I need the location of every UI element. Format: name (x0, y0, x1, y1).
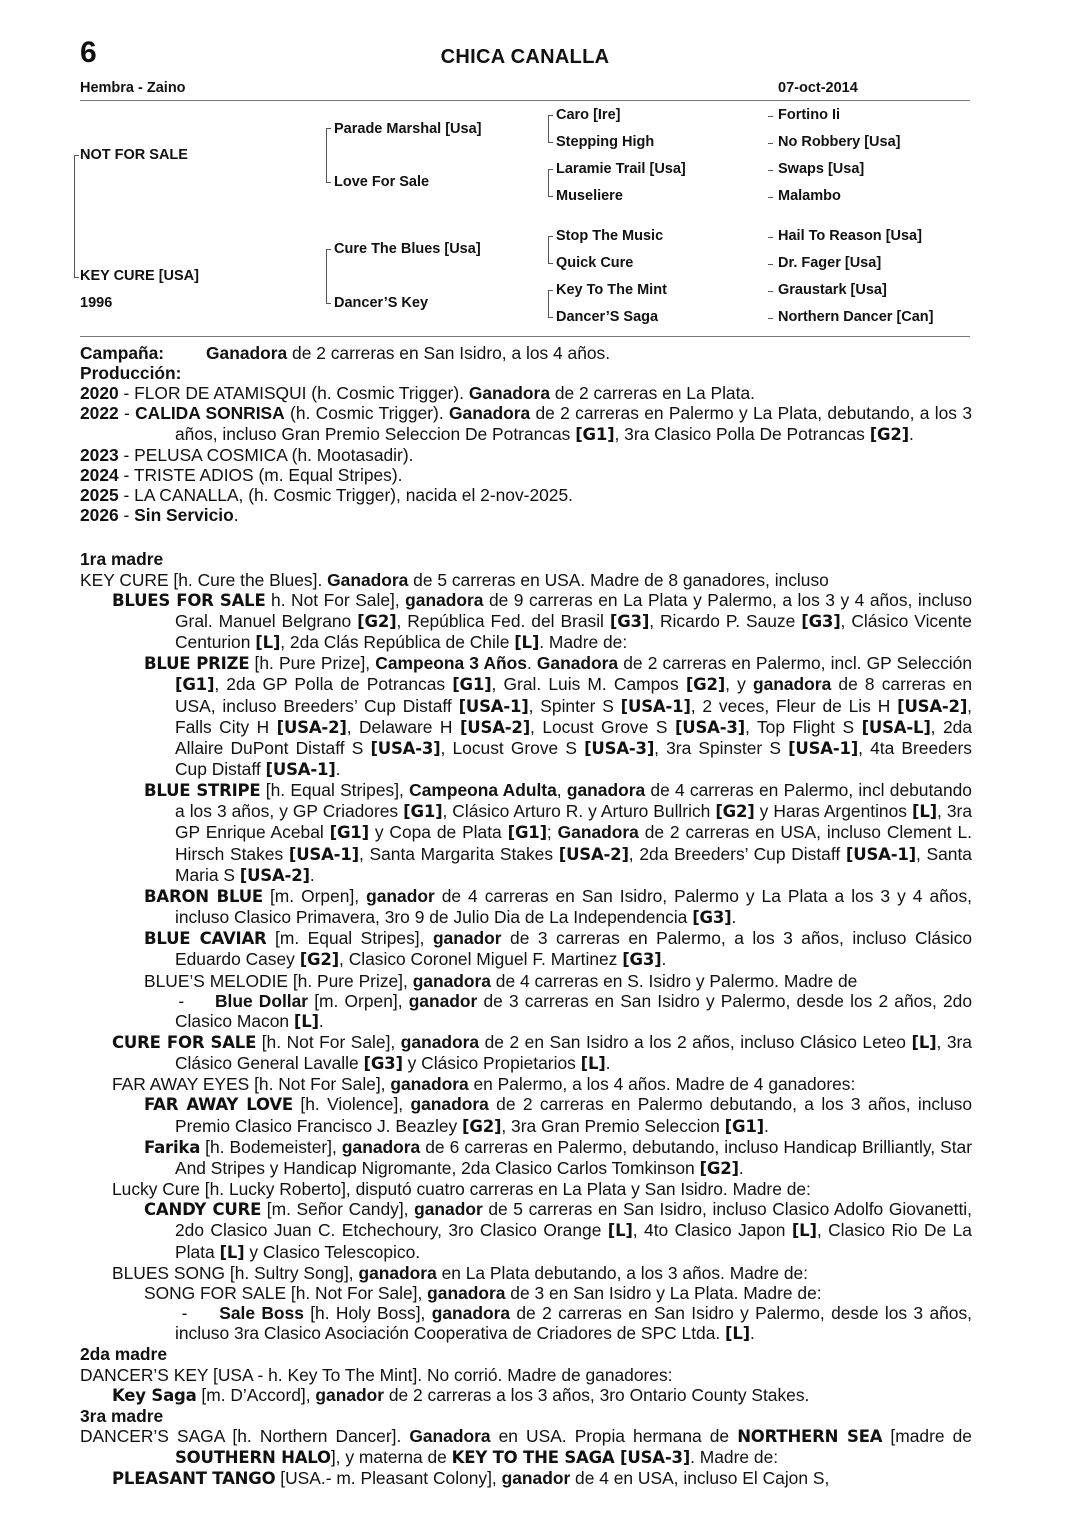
text: de 2 carreras en Palermo y La Plata, debutando, a los 3 años, incluso Gran Premio Seleccion De Potrancas (175, 403, 972, 444)
black-bold-text: [USA-2] (897, 696, 968, 716)
catalog-lot-number: 6 (80, 36, 97, 69)
first-dam-entry (80, 1303, 972, 1344)
bold-text: Sin Servicio (134, 505, 234, 526)
black-bold-text: [USA-3] (674, 717, 745, 737)
bracket-tick (548, 115, 553, 116)
text: y Clasico Telescopico. (244, 1241, 421, 1262)
text: . (526, 653, 537, 674)
text: - FLOR DE ATAMISQUI (h. Cosmic Trigger). (118, 383, 469, 404)
bold-text: ganador (408, 990, 478, 1011)
text: , 3ra Gran Premio Seleccion (501, 1115, 725, 1136)
first-dam-entry (80, 1179, 972, 1199)
black-bold-text: BLUE CAVIAR (144, 929, 267, 949)
bracket-tick (548, 236, 553, 237)
production-list (80, 383, 972, 525)
first-dam-entry (80, 590, 972, 653)
black-bold-text: [G1] (175, 675, 215, 695)
pedigree-dam: KEY CURE [USA] (80, 268, 199, 284)
second-dam-heading: 2da madre (80, 1344, 167, 1365)
text: de 4 carreras en S. Isidro y Palermo. Madre de (490, 970, 858, 991)
campaign-text: de 2 carreras en San Isidro, a los 4 años. (287, 343, 611, 363)
second-dam-entry (80, 1385, 972, 1406)
campaign-bold: Ganadora (206, 343, 288, 363)
first-dam-section (80, 570, 972, 1345)
production-entry (80, 383, 972, 403)
text: de 2 carreras en La Plata. (550, 383, 755, 404)
text: , 3ra Spinster S (654, 737, 789, 758)
production-entry (80, 465, 972, 485)
pedigree-g4-4: Malambo (778, 188, 841, 204)
text: - (80, 990, 215, 1011)
black-bold-text: [G1] (724, 1116, 764, 1136)
pedigree-g2-4: Dancer’S Key (334, 295, 429, 311)
text: , Clásico Arturo R. y Arturo Bullrich (442, 801, 716, 822)
black-bold-text: [G2] (869, 424, 909, 444)
first-dam-entry (80, 1137, 972, 1179)
g4-dash (768, 264, 773, 265)
bracket-tick (74, 155, 79, 156)
bold-text: ganador (315, 1384, 385, 1405)
text: de 4 en USA, incluso El Cajon S, (570, 1468, 830, 1489)
text: de 8 carreras en USA, incluso Breeders’ Cup Distaff (175, 674, 973, 716)
text: ], y materna de (330, 1447, 452, 1468)
black-bold-text: [G3] (622, 950, 662, 970)
black-bold-text: BLUE STRIPE (144, 781, 261, 801)
bold-text: Ganadora (468, 383, 550, 404)
bracket-tick (74, 277, 79, 278)
black-bold-text: [L] (255, 633, 281, 653)
text: , 3ra Clasico Polla De Potrancas (614, 423, 870, 444)
text: . (731, 907, 737, 928)
production-entry (80, 445, 972, 465)
bold-text: ganador (414, 1199, 483, 1220)
black-bold-text: [L] (514, 633, 540, 653)
black-bold-text: [USA-2] (276, 717, 347, 737)
text: de 3 en San Isidro y La Plata. Madre de: (505, 1282, 822, 1303)
text: - (118, 505, 135, 526)
text: . Madre de: (690, 1447, 779, 1468)
text: . (605, 1053, 611, 1074)
first-dam-entry (80, 653, 972, 780)
text: de 2 carreras en San Isidro y Palermo, desde los 3 años, incluso 3ra Clasico Asociación Cooperativa de Criadores de SPC Ltda. (175, 1303, 972, 1344)
black-bold-text: [L] (911, 1033, 937, 1052)
production-entry (80, 485, 972, 505)
text: . (318, 1010, 324, 1031)
text: de 2 carreras en USA, incluso Clement L. Hirsch Stakes (175, 822, 973, 864)
black-bold-text: [G1] (507, 823, 547, 843)
bold-text: ganadora (752, 674, 832, 695)
campaign-label: Campaña: (80, 343, 165, 363)
pedigree-g3-4: Museliere (556, 188, 623, 204)
text: de 3 carreras en San Isidro y Palermo, desde los 2 años, 2do Clasico Macon (175, 990, 972, 1031)
bold-text: CALIDA SONRISA (135, 403, 285, 424)
black-bold-text: [G3] (801, 611, 841, 631)
black-bold-text: [G1] (329, 823, 369, 843)
text: de 4 carreras en San Isidro, Palermo y La Plata a los 3 y 4 años, incluso Clasico Primavera, 3ro 9 de Julio Dia de La Independencia (175, 885, 972, 928)
text: de 2 en San Isidro a los 2 años, incluso Clásico Leteo (479, 1032, 912, 1052)
text: , (556, 780, 567, 801)
text: , 4to Clasico Japon (632, 1220, 792, 1241)
bracket-tick (326, 182, 331, 183)
text: de 6 carreras en Palermo, debutando, incluso Handicap Brilliantly, Star And Stripes y Handicap Nigromante, 2da Clasico Carlos Tomkinson (175, 1136, 972, 1178)
text: en La Plata debutando, a los 3 años. Madre de: (436, 1262, 809, 1283)
text: [USA.- m. Pleasant Colony], (275, 1468, 502, 1489)
text: . (738, 1157, 744, 1178)
birth-date: 07-oct-2014 (778, 80, 858, 96)
production-heading: Producción: (80, 363, 182, 384)
text: BLUE’S MELODIE [h. Pure Prize], (144, 970, 413, 991)
text: , 3ra Clásico General Lavalle (175, 1032, 972, 1074)
pedigree-rule (80, 336, 970, 337)
text: , Santa Maria S (175, 843, 972, 885)
third-dam-entry (80, 1468, 972, 1489)
third-dam-entry (80, 1426, 972, 1468)
text: de 9 carreras en La Plata y Palermo, a los 3 y 4 años, incluso Gral. Manuel Belgrano (175, 589, 973, 631)
text: , 2da Breeders’ Cup Distaff (628, 843, 846, 864)
pedigree-g3-8: Dancer’S Saga (556, 309, 659, 325)
text: . (763, 1115, 769, 1136)
bold-text: ganador (432, 928, 502, 949)
g4-dash (768, 170, 773, 171)
black-bold-text: PLEASANT TANGO (112, 1469, 276, 1489)
pedigree-g3-5: Stop The Music (556, 228, 664, 244)
g4-dash (768, 143, 773, 144)
black-bold-text: [USA-3] (584, 738, 655, 758)
pedigree-sire: NOT FOR SALE (80, 147, 188, 163)
text: [m. Orpen], (262, 885, 367, 906)
first-dam-entry (80, 780, 972, 886)
catalog-body (80, 343, 972, 1489)
third-dam-heading: 3ra madre (80, 1405, 164, 1426)
text: , Ricardo P. Sauze (649, 610, 802, 631)
bold-text: 2026 (80, 505, 119, 526)
bold-text: ganadora (410, 1094, 489, 1115)
black-bold-text: CURE FOR SALE (112, 1033, 257, 1052)
black-bold-text: [G2] (462, 1116, 502, 1136)
bold-text: ganadora (341, 1136, 421, 1157)
sex-and-coat: Hembra - Zaino (80, 80, 186, 96)
bold-text: Ganadora (409, 1425, 491, 1446)
text: y Clásico Propietarios (402, 1053, 581, 1074)
text: , Santa Margarita Stakes (358, 843, 559, 864)
text: - (118, 403, 136, 424)
black-bold-text: [L] (580, 1054, 606, 1074)
first-dam-entry (80, 1263, 972, 1283)
text: , Falls City H (175, 695, 973, 737)
text: FAR AWAY EYES [h. Not For Sale], (112, 1074, 391, 1095)
spacer (80, 525, 972, 545)
third-dam-section (80, 1426, 972, 1489)
text: . (909, 423, 914, 444)
bold-text: ganadora (431, 1303, 511, 1324)
bold-text: ganador (501, 1468, 571, 1489)
pedigree-g3-3: Laramie Trail [Usa] (556, 161, 686, 177)
bracket-g2-bottom (326, 249, 327, 303)
black-bold-text: [G3] (609, 611, 650, 631)
first-dam-entry (80, 1283, 972, 1303)
pedigree-g3-1: Caro [Ire] (556, 107, 621, 123)
text: de 5 carreras en San Isidro, incluso Clasico Adolfo Giovanetti, 2do Clasico Juan C. Etchechoury, 3ro Clasico Orange (175, 1199, 972, 1241)
bracket-g3 (548, 236, 549, 263)
text: [m. D’Accord], (196, 1384, 316, 1405)
bracket-tick (548, 290, 553, 291)
bracket-g3 (548, 290, 549, 317)
black-bold-text: [USA-3] (370, 738, 441, 758)
black-bold-text: [G3] (363, 1054, 403, 1074)
text: [h. Holy Boss], (303, 1303, 432, 1324)
black-bold-text: [L] (725, 1324, 751, 1344)
text: de 2 carreras en Palermo, incl. GP Selección (618, 653, 972, 674)
text: , 3ra GP Enrique Acebal (175, 801, 972, 843)
text: . (309, 864, 315, 885)
text: en Palermo, a los 4 años. Madre de 4 ganadores: (468, 1074, 856, 1095)
text: y Haras Argentinos (754, 801, 912, 822)
bracket-tick (548, 263, 553, 264)
second-dam-section (80, 1365, 972, 1406)
text: - (80, 1303, 220, 1324)
g4-dash (768, 318, 773, 319)
bracket-tick (548, 317, 553, 318)
black-bold-text: KEY TO THE SAGA [USA-3] (451, 1448, 691, 1468)
horse-name-title: CHICA CANALLA (440, 46, 610, 68)
black-bold-text: BLUES FOR SALE (112, 590, 266, 610)
text: BLUES SONG [h. Sultry Song], (112, 1262, 359, 1283)
g4-dash (768, 116, 773, 117)
black-bold-text: [G3] (692, 908, 732, 928)
text: Lucky Cure [h. Lucky Roberto], disputó cuatro carreras en La Plata y San Isidro. Madre de: (112, 1179, 811, 1200)
text: de 4 carreras en Palermo, incl debutando a los 3 años, y GP Criadores (175, 780, 972, 822)
text: DANCER’S SAGA [h. Northern Dancer]. (80, 1425, 410, 1446)
text: de 5 carreras en USA. Madre de 8 ganadores, incluso (408, 569, 829, 590)
black-bold-text: [G1] (575, 424, 615, 444)
black-bold-text: SOUTHERN HALO (175, 1448, 331, 1468)
text: , Spinter S (528, 695, 621, 716)
text: - PELUSA COSMICA (h. Mootasadir). (118, 444, 414, 465)
text: (h. Cosmic Trigger). (284, 403, 449, 424)
pedigree-g4-6: Dr. Fager [Usa] (778, 255, 882, 271)
bold-text: ganadora (390, 1074, 469, 1095)
black-bold-text: [USA-1] (265, 759, 336, 779)
black-bold-text: [L] (791, 1221, 817, 1241)
black-bold-text: FAR AWAY LOVE (144, 1095, 293, 1115)
text: [m. Orpen], (308, 990, 409, 1011)
pedigree-g4-8: Northern Dancer [Can] (778, 309, 934, 325)
pedigree-g3-7: Key To The Mint (556, 282, 667, 298)
first-dam-heading: 1ra madre (80, 549, 164, 570)
bracket-tick (548, 142, 553, 143)
pedigree-g4-5: Hail To Reason [Usa] (778, 228, 922, 244)
bold-text: ganadora (405, 589, 484, 610)
black-bold-text: [USA-2] (239, 865, 310, 885)
bracket-tick (326, 128, 331, 129)
black-bold-text: [USA-2] (558, 844, 629, 864)
text: , Delaware H (346, 716, 460, 737)
black-bold-text: [USA-1] (458, 696, 529, 716)
text: en USA. Propia hermana de (490, 1425, 738, 1446)
pedigree-dam-year: 1996 (80, 295, 113, 311)
text: [madre de (882, 1425, 972, 1446)
black-bold-text: [L] (219, 1242, 245, 1262)
black-bold-text: [USA-1] (788, 738, 859, 758)
text: SONG FOR SALE [h. Not For Sale], (144, 1282, 428, 1303)
pedigree-g4-7: Graustark [Usa] (778, 282, 887, 298)
text: , Locust Grove S (530, 716, 675, 737)
first-dam-entry (80, 570, 972, 590)
black-bold-text: NORTHERN SEA (737, 1426, 883, 1446)
bold-text: 2024 (80, 464, 119, 485)
bold-text: ganadora (412, 970, 491, 991)
black-bold-text: [G2] (699, 1158, 739, 1178)
text: [h. Violence], (293, 1094, 411, 1115)
pedigree-g2-1: Parade Marshal [Usa] (334, 121, 482, 137)
production-entry (80, 403, 972, 444)
text: . Madre de: (539, 632, 628, 653)
campaign-line (80, 343, 972, 363)
black-bold-text: [G2] (685, 675, 726, 695)
text: de 2 carreras a los 3 años, 3ro Ontario County Stakes. (384, 1384, 810, 1405)
bracket-tick (326, 249, 331, 250)
text: . (335, 758, 341, 779)
text: , Clasico Rio De La Plata (175, 1220, 972, 1262)
bold-text: 2022 (80, 403, 119, 424)
bracket-tick (326, 303, 331, 304)
first-dam-entry (80, 991, 972, 1032)
bracket-g3 (548, 169, 549, 196)
black-bold-text: [USA-2] (459, 717, 531, 737)
text: KEY CURE [h. Cure the Blues]. (80, 569, 328, 590)
bracket-tick (548, 169, 553, 170)
text: [m. Equal Stripes], (266, 928, 433, 949)
black-bold-text: Farika (144, 1137, 201, 1157)
first-dam-entry (80, 886, 972, 928)
pedigree-g4-3: Swaps [Usa] (778, 161, 865, 177)
text: , 4ta Breeders Cup Distaff (175, 737, 972, 779)
text: [m. Señor Candy], (261, 1199, 415, 1220)
text: y Copa de Plata (368, 822, 508, 843)
header-rule (80, 100, 970, 101)
black-bold-text: [L] (293, 1011, 319, 1031)
text: , 2da Allaire DuPont Distaff S (175, 716, 972, 758)
bold-text: Campeona Adulta (409, 780, 557, 801)
black-bold-text: [L] (607, 1221, 633, 1241)
text: [h. Not For Sale], (256, 1032, 401, 1052)
bold-text: 2023 (80, 444, 119, 465)
black-bold-text: BLUE PRIZE (144, 654, 250, 674)
text: . (661, 949, 667, 970)
text: de 2 carreras en Palermo debutando, a los 3 años, incluso Premio Clasico Francisco J. Beazley (175, 1094, 973, 1136)
text: [h. Equal Stripes], (260, 780, 410, 801)
black-bold-text: [USA-1] (288, 844, 359, 864)
black-bold-text: [G1] (452, 675, 492, 695)
first-dam-entry (80, 928, 972, 970)
text: , Locust Grove S (440, 737, 585, 758)
text: , y (725, 674, 753, 695)
text: . (233, 505, 239, 526)
text: , 2 veces, Fleur de Lis H (690, 695, 898, 716)
bold-text: Campeona 3 Años (375, 653, 527, 674)
black-bold-text: [G1] (403, 802, 443, 822)
first-dam-entry (80, 1032, 972, 1074)
bold-text: ganadora (358, 1262, 437, 1283)
bold-text: ganadora (427, 1282, 506, 1303)
bold-text: ganador (366, 885, 435, 906)
bold-text: Ganadora (557, 822, 639, 843)
pedigree-g3-6: Quick Cure (556, 255, 634, 271)
pedigree-g4-2: No Robbery [Usa] (778, 134, 901, 150)
black-bold-text: [G2] (357, 611, 397, 631)
black-bold-text: CANDY CURE (144, 1200, 262, 1220)
text: ; (546, 822, 558, 843)
text: [h. Pure Prize], (249, 653, 376, 674)
first-dam-entry (80, 1094, 972, 1136)
pedigree-g4-1: Fortino Ii (778, 107, 841, 123)
pedigree-g3-2: Stepping High (556, 134, 655, 150)
black-bold-text: [G2] (299, 950, 340, 970)
bracket-tick (548, 196, 553, 197)
text: , Top Flight S (745, 716, 862, 737)
text: , Clasico Coronel Miguel F. Martinez (339, 949, 623, 970)
text: DANCER’S KEY [USA - h. Key To The Mint]. No corrió. Madre de ganadores: (80, 1364, 673, 1385)
bold-text: Blue Dollar (214, 990, 309, 1011)
bold-text: Ganadora (327, 569, 409, 590)
first-dam-entry (80, 1199, 972, 1262)
bold-text: ganadora (566, 780, 646, 801)
bracket-g3 (548, 115, 549, 142)
bold-text: ganadora (400, 1032, 480, 1052)
black-bold-text: [USA-1] (620, 696, 691, 716)
bracket-g1 (74, 155, 75, 277)
bold-text: Sale Boss (219, 1303, 304, 1324)
text: de 3 carreras en Palermo, a los 3 años, incluso Clásico Eduardo Casey (175, 928, 972, 970)
text: , 2da Clás República de Chile (280, 632, 515, 653)
black-bold-text: [USA-L] (861, 717, 931, 737)
text: - LA CANALLA, (h. Cosmic Trigger), nacida el 2-nov-2025. (118, 485, 573, 506)
first-dam-entry (80, 971, 972, 991)
black-bold-text: [USA-1] (845, 844, 916, 864)
bold-text: Ganadora (536, 653, 619, 674)
text: , Clásico Vicente Centurion (175, 610, 972, 653)
black-bold-text: [L] (912, 802, 937, 822)
text: - TRISTE ADIOS (m. Equal Stripes). (118, 464, 403, 485)
pedigree-g2-2: Love For Sale (334, 174, 430, 190)
g4-dash (768, 197, 773, 198)
black-bold-text: BARON BLUE (144, 886, 263, 906)
text: . (750, 1323, 755, 1344)
text: [h. Bodemeister], (200, 1136, 342, 1157)
production-entry (80, 505, 972, 525)
g4-dash (768, 237, 773, 238)
text: h. Not For Sale], (265, 589, 406, 610)
bold-text: 2025 (80, 485, 119, 506)
text: , 2da GP Polla de Potrancas (214, 674, 453, 695)
bold-text: 2020 (80, 383, 119, 404)
black-bold-text: [G2] (715, 802, 755, 822)
text: , República Fed. del Brasil (396, 610, 610, 631)
bracket-g2-top (326, 128, 327, 182)
first-dam-entry (80, 1074, 972, 1094)
g4-dash (768, 291, 773, 292)
black-bold-text: Key Saga (112, 1385, 197, 1405)
pedigree-g2-3: Cure The Blues [Usa] (334, 241, 481, 257)
second-dam-entry (80, 1365, 972, 1385)
text: , Gral. Luis M. Campos (491, 674, 686, 695)
bold-text: Ganadora (449, 403, 531, 424)
